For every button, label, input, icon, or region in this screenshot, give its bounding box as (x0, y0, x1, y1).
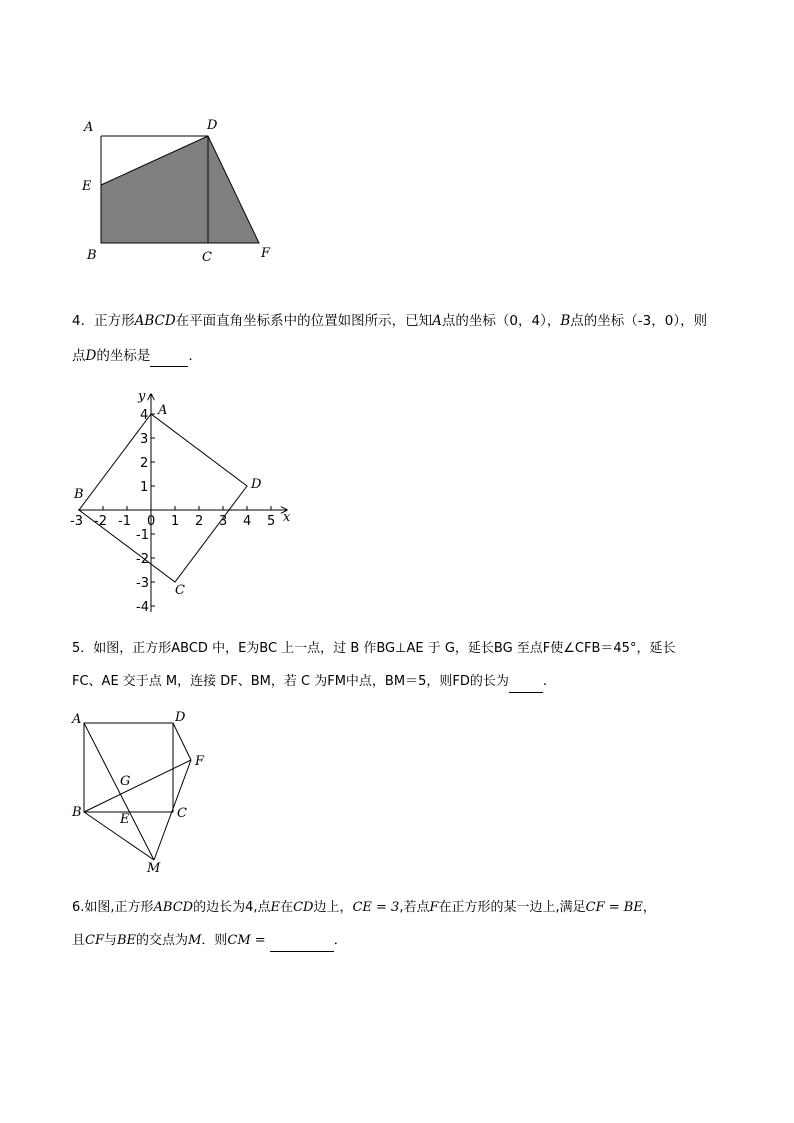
q6-text: 与 (103, 933, 117, 948)
x-tick-label: -3 (70, 514, 83, 529)
label-f: F (261, 246, 271, 261)
label-d: D (175, 710, 186, 725)
axis-y-label: y (138, 389, 146, 404)
q6-point-m: M (188, 933, 202, 948)
x-tick-label: 0 (147, 514, 156, 529)
label-b: B (87, 248, 97, 263)
q6-text: 6.如图,正方形 (72, 900, 154, 915)
axis-x-label: x (283, 510, 291, 525)
q6-point-e: E (270, 900, 281, 915)
segment-am (84, 723, 154, 860)
q6-abcd: ABCD (153, 900, 194, 915)
x-tick-label: 2 (195, 514, 204, 529)
label-c: C (177, 806, 187, 821)
segment-df (173, 723, 191, 760)
q6-text: 的边长为 (193, 900, 246, 915)
y-tick-label: 2 (140, 456, 149, 471)
q6-cd: CD (293, 900, 314, 915)
q4-text: 点 (72, 348, 86, 364)
label-a: A (84, 120, 94, 135)
label-c: C (202, 250, 212, 265)
q4-text: . (188, 348, 193, 364)
answer-blank[interactable] (270, 931, 334, 952)
q6-cf-be-eq: CF = BE (585, 900, 643, 915)
segment-bm (84, 812, 154, 860)
y-tick-label: -2 (136, 552, 149, 567)
label-f: F (195, 754, 205, 769)
q6-text: 的交点为 (136, 933, 189, 948)
q5-text: 5．如图，正方形ABCD 中，E为BC 上一点，过 B 作BG⊥AE 于 G，延长BG 至点F使∠CFB＝45°，延长 (72, 641, 676, 656)
question-6-line-2 (72, 931, 347, 952)
label-e: E (120, 812, 130, 827)
y-tick-label: -1 (136, 528, 149, 543)
q6-value: 4 (245, 900, 254, 915)
point-c-label: C (175, 583, 185, 598)
q6-text: ,若点 (399, 900, 430, 915)
q6-ce-eq: CE = 3 (352, 900, 400, 915)
q6-text: 在 (280, 900, 294, 915)
x-tick-label: 3 (219, 514, 228, 529)
square-abcd (84, 723, 173, 812)
x-tick-label: 4 (243, 514, 252, 529)
q4-point-b: B (560, 313, 571, 329)
y-tick-label: 1 (140, 480, 149, 495)
q4-text: 4．正方形 (72, 313, 135, 329)
q6-text: ．则 (201, 933, 228, 948)
label-d: D (207, 118, 218, 133)
q4-point-a: A (432, 313, 442, 329)
q5-text: FC、AE 交于点 M，连接 DF、BM，若 C 为FM中点，BM＝5，则FD的长为 (72, 674, 509, 689)
x-tick-label: -2 (94, 514, 107, 529)
label-a: A (72, 712, 82, 727)
q6-text: 且 (72, 933, 86, 948)
q4-text: 在平面直角坐标系中的位置如图所示，已知 (175, 313, 433, 329)
x-tick-label: 1 (171, 514, 180, 529)
q6-be: BE (117, 933, 137, 948)
q4-text: 点的坐标（-3，0），则 (570, 313, 708, 329)
label-g: G (120, 774, 131, 789)
y-tick-label: 4 (140, 408, 149, 423)
q6-cm: CM = (227, 933, 266, 948)
y-tick-label: 3 (140, 432, 149, 447)
x-tick-label: -1 (118, 514, 131, 529)
y-tick-label: -4 (136, 600, 149, 615)
q4-abcd: ABCD (134, 313, 176, 329)
q6-point-f: F (429, 900, 439, 915)
q4-point-d: D (85, 348, 97, 364)
label-e: E (82, 179, 92, 194)
q6-cf: CF (85, 933, 104, 948)
label-m: M (147, 861, 161, 876)
point-b-label: B (74, 487, 84, 502)
q4-text: 点的坐标（0，4）， (441, 313, 561, 329)
q6-text: 边上， (313, 900, 353, 915)
q6-text: ,点 (253, 900, 271, 915)
point-a-label: A (158, 403, 168, 418)
y-tick-label: -3 (136, 576, 149, 591)
q4-text: 的坐标是 (96, 348, 151, 364)
label-b: B (72, 805, 82, 820)
q6-text: ． (333, 933, 347, 948)
x-tick-label: 5 (267, 514, 276, 529)
point-d-label: D (251, 477, 262, 492)
q6-text: 在正方形的某一边上,满足 (438, 900, 586, 915)
question-6-line-1 (72, 898, 656, 918)
q6-text: ， (642, 900, 656, 915)
q5-text: . (542, 674, 547, 689)
